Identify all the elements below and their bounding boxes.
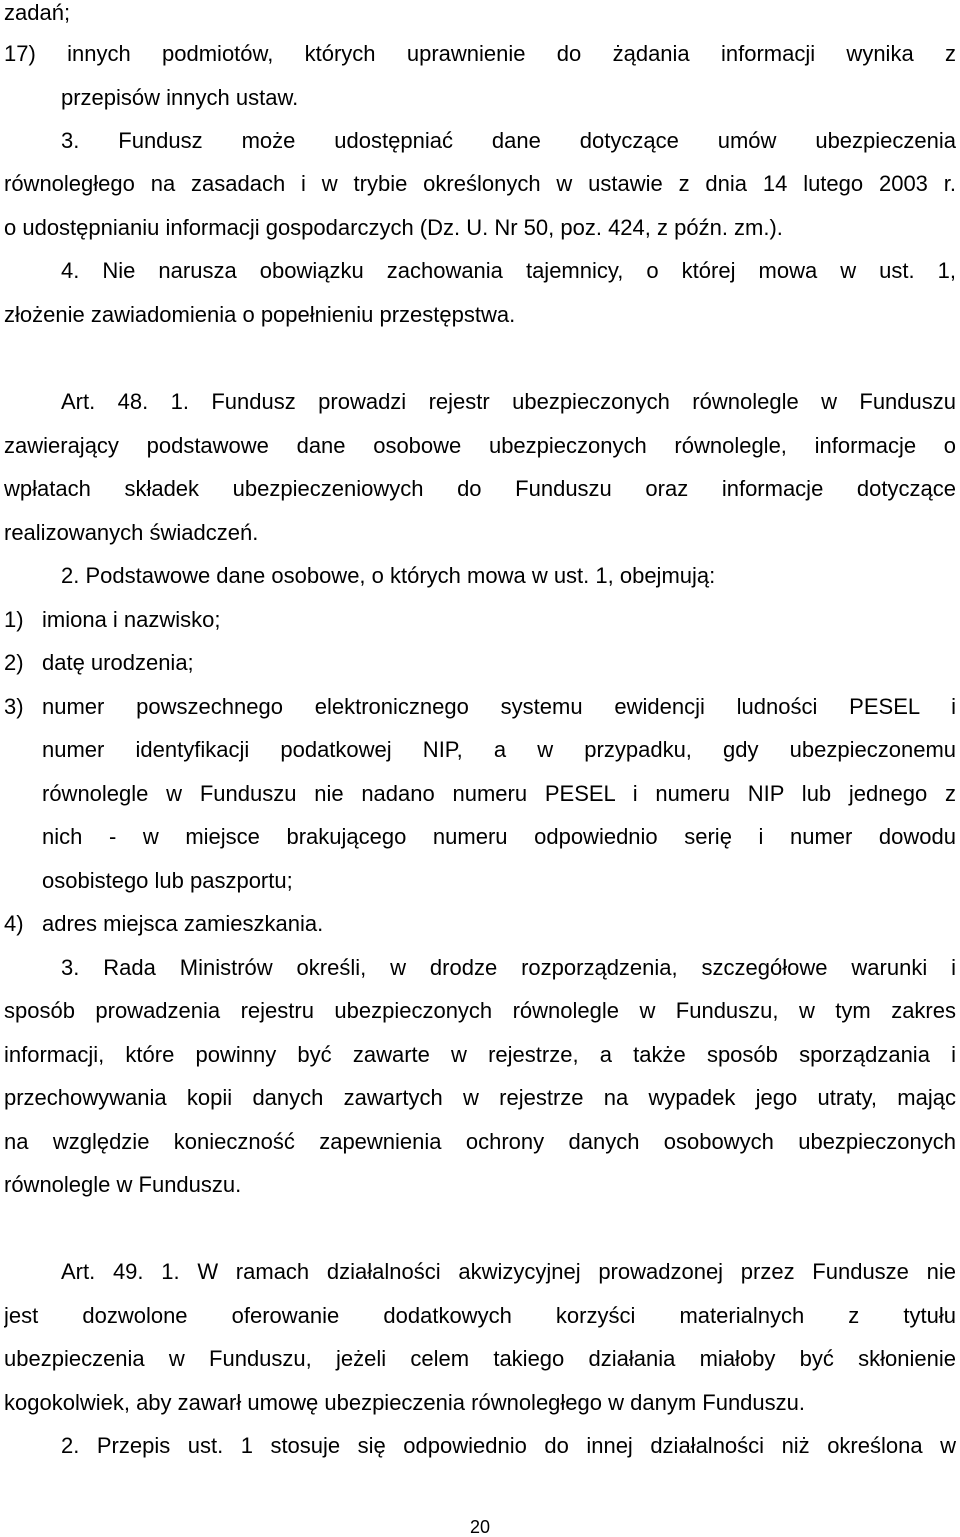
text-line: przechowywania kopii danych zawartych w rejestrze na wypadek jego utraty, mając (4, 1085, 956, 1110)
list-item-text: równolegle w Funduszu nie nadano numeru PESEL i numeru NIP lub jednego z (42, 781, 956, 806)
text-line: realizowanych świadczeń. (4, 520, 259, 545)
list-number: 2) (4, 650, 24, 675)
page-number: 20 (469, 1517, 491, 1537)
text-line: kogokolwiek, aby zawarł umowę ubezpieczenia równoległego w danym Funduszu. (4, 1390, 805, 1415)
list-number: 1) (4, 607, 24, 632)
text-line: zadań; (4, 0, 71, 25)
list-number: 4) (4, 911, 24, 936)
text-line: sposób prowadzenia rejestru ubezpieczonych równolegle w Funduszu, w tym zakres (4, 998, 956, 1023)
text-line: o udostępnianiu informacji gospodarczych (Dz. U. Nr 50, poz. 424, z późn. zm.). (4, 215, 783, 240)
text-line: na względzie konieczność zapewnienia ochrony danych osobowych ubezpieczonych (4, 1129, 956, 1154)
text-line: przepisów innych ustaw. (61, 85, 299, 110)
list-item-text: numer powszechnego elektronicznego systemu ewidencji ludności PESEL i (42, 694, 956, 719)
article-49-heading-line: Art. 49. 1. W ramach działalności akwizycyjnej prowadzonej przez Fundusze nie (61, 1259, 956, 1284)
list-item-text: nich - w miejsce brakującego numeru odpowiednio serię i numer dowodu (42, 824, 956, 849)
article-48-heading-line: Art. 48. 1. Fundusz prowadzi rejestr ubezpieczonych równolegle w Funduszu (61, 389, 956, 414)
text-line: informacji, które powinny być zawarte w rejestrze, a także sposób sporządzania i (4, 1042, 956, 1067)
text-line: jest dozwolone oferowanie dodatkowych korzyści materialnych z tytułu (4, 1303, 956, 1328)
list-number: 3) (4, 694, 24, 719)
text-line: 4. Nie narusza obowiązku zachowania tajemnicy, o której mowa w ust. 1, (61, 258, 956, 283)
list-item-text: osobistego lub paszportu; (42, 868, 293, 893)
text-line: równolegle w Funduszu. (4, 1172, 242, 1197)
text-line: 3. Rada Ministrów określi, w drodze rozporządzenia, szczegółowe warunki i (61, 955, 956, 980)
text-line: 2. Przepis ust. 1 stosuje się odpowiednio do innej działalności niż określona w (61, 1433, 956, 1458)
list-item-text: datę urodzenia; (42, 650, 194, 675)
text-line: 3. Fundusz może udostępniać dane dotyczące umów ubezpieczenia (61, 128, 956, 153)
list-item-text: imiona i nazwisko; (42, 607, 221, 632)
text-line: zawierający podstawowe dane osobowe ubezpieczonych równolegle, informacje o (4, 433, 956, 458)
text-line: złożenie zawiadomienia o popełnieniu przestępstwa. (4, 302, 516, 327)
text-line: 2. Podstawowe dane osobowe, o których mowa w ust. 1, obejmują: (61, 563, 716, 588)
list-item-text: adres miejsca zamieszkania. (42, 911, 324, 936)
list-item-text: numer identyfikacji podatkowej NIP, a w przypadku, gdy ubezpieczonemu (42, 737, 956, 762)
text-line: równoległego na zasadach i w trybie określonych w ustawie z dnia 14 lutego 2003 r. (4, 171, 956, 196)
text-line: 17) innych podmiotów, których uprawnienie do żądania informacji wynika z (4, 41, 956, 66)
text-line: ubezpieczenia w Funduszu, jeżeli celem takiego działania miałoby być skłonienie (4, 1346, 956, 1371)
text-line: wpłatach składek ubezpieczeniowych do Funduszu oraz informacje dotyczące (4, 476, 956, 501)
